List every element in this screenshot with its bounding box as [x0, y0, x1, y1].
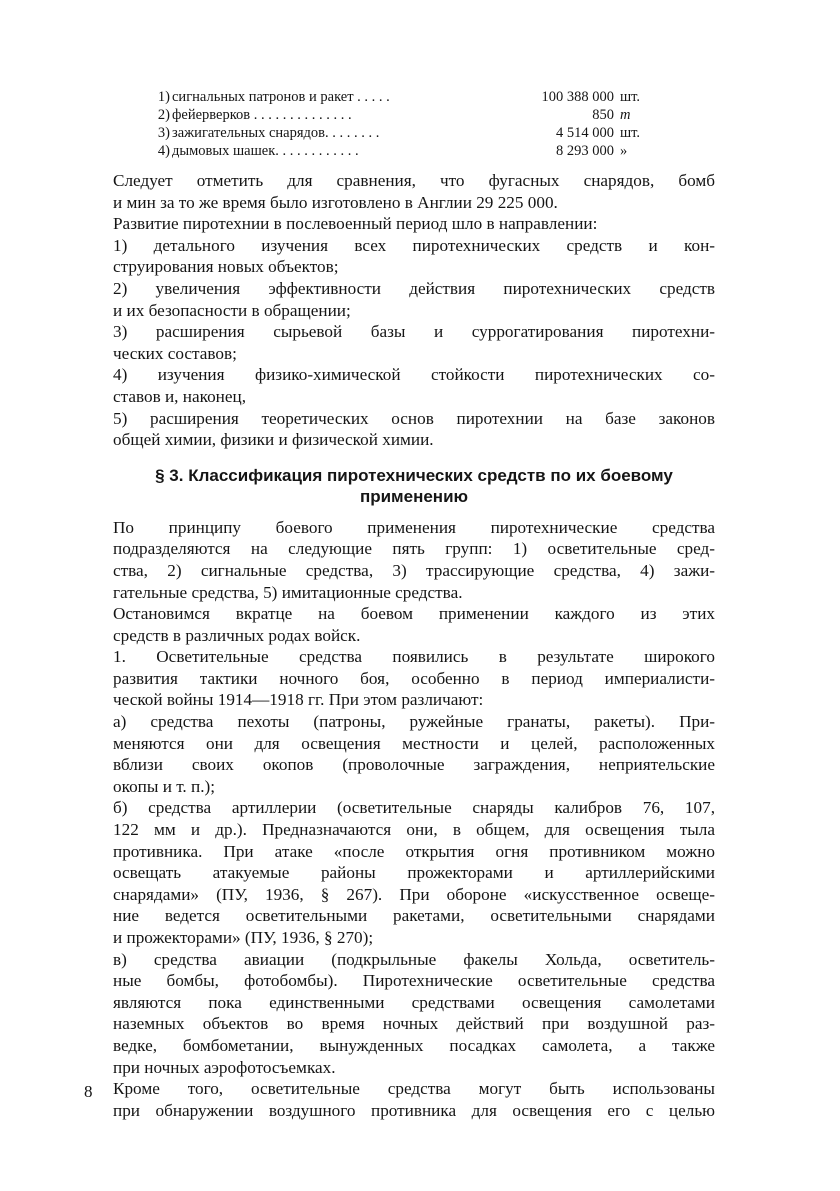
list-item-value: 850 — [592, 107, 614, 123]
text-line: По принципу боевого применения пиротехнические средства — [113, 517, 715, 537]
text-line: окопы и т. п.); — [113, 776, 216, 796]
text-line: освещать атакуемые районы прожекторами и артиллерийскими — [113, 863, 715, 883]
list-item-value: 4 514 000 — [556, 125, 614, 141]
list-item-number: 3) — [157, 125, 170, 141]
text-line: ческой войны 1914—1918 гг. При этом различают: — [113, 690, 484, 710]
list-item-label: фейерверков . . . . . . . . . . . . . . — [172, 107, 352, 123]
paragraph-infantry — [113, 711, 715, 797]
page-number: 8 — [84, 1082, 93, 1101]
paragraph-aviation — [113, 949, 715, 1079]
list-item-unit: т — [620, 107, 631, 123]
text-line: и их безопасности в обращении; — [113, 300, 351, 320]
list-item-number: 2) — [157, 107, 170, 123]
text-line: в) средства авиации (подкрыльные факелы Хольда, осветитель- — [113, 949, 715, 969]
list-item — [150, 106, 670, 124]
text-line: ставов и, наконец, — [113, 386, 246, 406]
paragraph-classification — [113, 517, 715, 603]
text-line: Кроме того, осветительные средства могут быть использованы — [113, 1079, 715, 1099]
list-item-value: 100 388 000 — [541, 89, 614, 105]
text-line: при ночных аэрофотосъемках. — [113, 1057, 336, 1077]
text-line: вблизи своих окопов (проволочные заграждения, неприятельские — [113, 755, 715, 775]
text-line: 3) расширения сырьевой базы и суррогатирования пиротехни- — [113, 322, 715, 342]
paragraph-illumination — [113, 646, 715, 711]
text-line: 2) увеличения эффективности действия пиротехнических средств — [113, 278, 715, 298]
text-line: Остановимся вкратце на боевом применении каждого из этих — [113, 604, 715, 624]
text-line: ведке, бомбометании, вынужденных посадках самолета, а также — [113, 1035, 715, 1055]
section-heading — [113, 465, 715, 507]
text-line: снарядами» (ПУ, 1936, § 267). При обороне «искусственное освеще- — [113, 884, 715, 904]
list-item-unit: шт. — [620, 125, 641, 141]
list-item-label: дымовых шашек. . . . . . . . . . . . — [172, 143, 359, 159]
heading-line: применению — [359, 486, 469, 506]
text-line: 1) детального изучения всех пиротехнических средств и кон- — [113, 235, 715, 255]
text-line: средств в различных родах войск. — [113, 625, 361, 645]
list-item-number: 4) — [157, 143, 170, 159]
text-line: при обнаружении воздушного противника для освещения его с целью — [113, 1100, 715, 1120]
list-item — [150, 124, 670, 142]
list-item-unit: » — [620, 143, 628, 159]
list-item — [150, 88, 670, 106]
text-line: развития тактики ночного боя, особенно в период империалисти- — [113, 668, 715, 688]
text-line: гательные средства, 5) имитационные средства. — [113, 582, 463, 602]
paragraph-artillery — [113, 797, 715, 948]
text-line: ные бомбы, фотобомбы). Пиротехнические осветительные средства — [113, 971, 715, 991]
paragraph-overview — [113, 603, 715, 646]
text-line: ства, 2) сигнальные средства, 3) трассирующие средства, 4) зажи- — [113, 560, 715, 580]
text-line: струирования новых объектов; — [113, 257, 339, 277]
text-line: и прожекторами» (ПУ, 1936, § 270); — [113, 928, 374, 947]
list-item-label: сигнальных патронов и ракет . . . . . — [172, 89, 390, 105]
paragraph-comparison — [113, 170, 715, 213]
text-line: подразделяются на следующие пять групп: 1) осветительные сред- — [113, 539, 715, 559]
text-line: ние ведется осветительными ракетами, осветительными снарядами — [113, 906, 715, 926]
text-line: 5) расширения теоретических основ пиротехнии на базе законов — [113, 408, 715, 428]
text-line: ческих составов; — [113, 343, 237, 363]
text-line: наземных объектов во время ночных действий при воздушной раз- — [113, 1014, 715, 1034]
text-line: являются пока единственными средствами освещения самолетами — [113, 992, 715, 1012]
text-line: Развитие пиротехнии в послевоенный период шло в направлении: — [113, 214, 598, 234]
text-line: 1. Осветительные средства появились в результате широкого — [113, 647, 715, 667]
text-line: а) средства пехоты (патроны, ружейные гранаты, ракеты). При- — [113, 712, 715, 732]
development-directions-list — [113, 235, 715, 451]
text-line: 4) изучения физико-химической стойкости пиротехнических со- — [113, 365, 715, 385]
text-line: меняются они для освещения местности и целей, расположенных — [113, 733, 715, 753]
paragraph-development — [113, 213, 715, 235]
list-item-unit: шт. — [620, 89, 641, 105]
list-item-value: 8 293 000 — [556, 143, 614, 159]
text-line: 122 мм и др.). Предназначаются они, в общем, для освещения тыла — [113, 820, 715, 840]
body-text — [113, 170, 715, 1121]
text-line: и мин за то же время было изготовлено в Англии 29 225 000. — [113, 192, 558, 212]
text-line: общей химии, физики и физической химии. — [113, 430, 434, 450]
text-line: Следует отметить для сравнения, что фугасных снарядов, бомб — [113, 171, 715, 190]
text-line: б) средства артиллерии (осветительные снаряды калибров 76, 107, — [113, 798, 715, 818]
paragraph-air-detection — [113, 1078, 715, 1121]
list-item — [150, 142, 670, 160]
text-line: противника. При атаке «после открытия огня противником можно — [113, 841, 715, 861]
list-item-number: 1) — [157, 89, 170, 105]
list-item-label: зажигательных снарядов. . . . . . . . — [172, 125, 380, 141]
heading-line: § 3. Классификация пиротехнических средств по их боевому — [155, 465, 673, 485]
production-list — [150, 88, 670, 160]
